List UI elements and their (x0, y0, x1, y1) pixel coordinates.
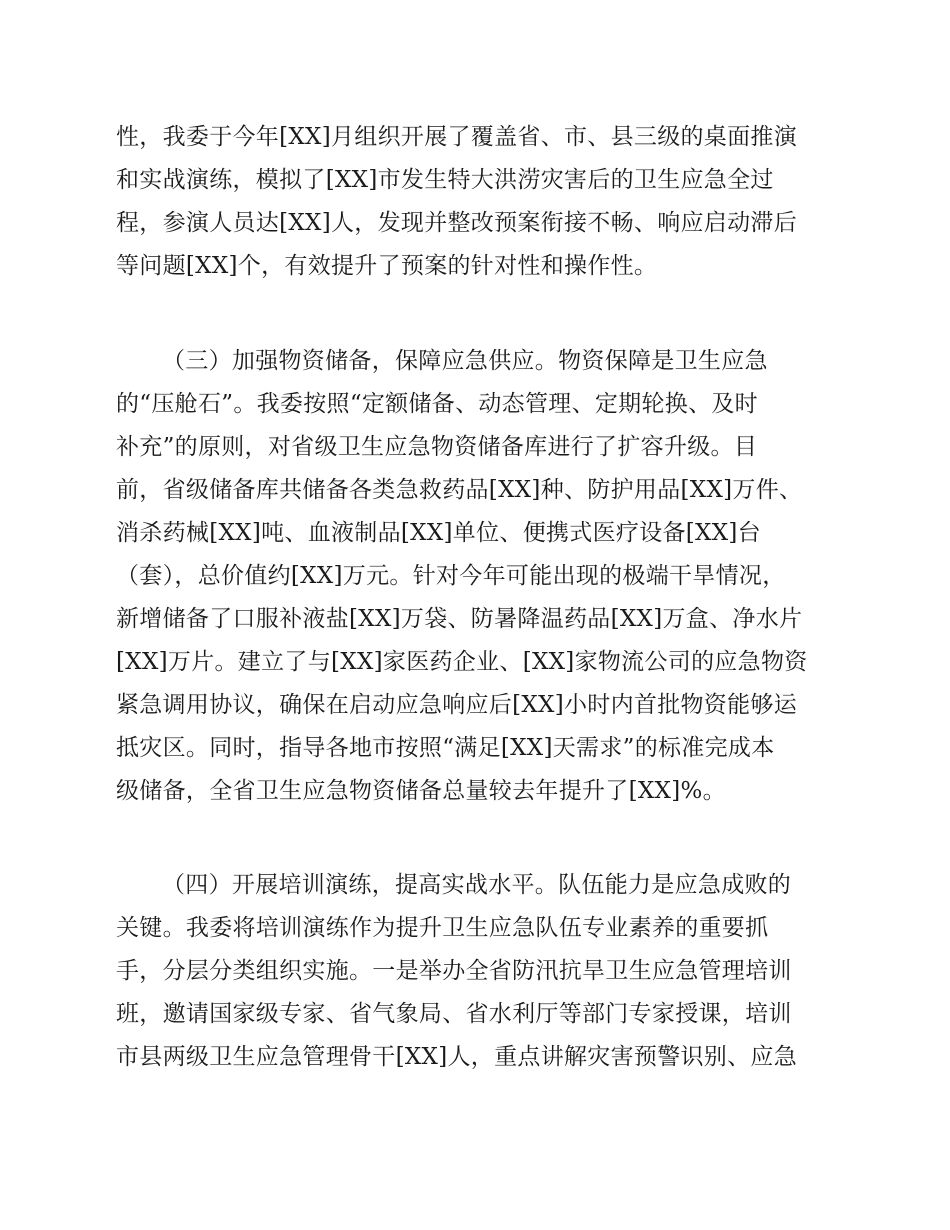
text-line: 级储备，全省卫生应急物资储备总量较去年提升了[XX]%。 (116, 778, 726, 804)
paragraph-exercise-continuation (116, 116, 836, 288)
paragraph-material-reserve (116, 340, 836, 813)
text-line: 补充”的原则，对省级卫生应急物资储备库进行了扩容升级。目 (116, 434, 758, 460)
text-line: 等问题[XX]个，有效提升了预案的针对性和操作性。 (116, 253, 658, 279)
text-line: 抵灾区。同时，指导各地市按照“满足[XX]天需求”的标准完成本 (116, 735, 775, 761)
text-line: 程，参演人员达[XX]人，发现并整改预案衔接不畅、响应启动滞后 (116, 210, 797, 236)
text-line: 手，分层分类组织实施。一是举办全省防汛抗旱卫生应急管理培训 (116, 958, 792, 984)
paragraph-training-drills (116, 864, 836, 1079)
text-line: 消杀药械[XX]吨、血液制品[XX]单位、便携式医疗设备[XX]台 (116, 520, 761, 546)
text-line: [XX]万片。建立了与[XX]家医药企业、[XX]家物流公司的应急物资 (116, 649, 808, 675)
text-line: （套），总价值约[XX]万元。针对今年可能出现的极端干旱情况， (116, 563, 786, 589)
text-line-heading: （三）加强物资储备，保障应急供应。物资保障是卫生应急 (162, 348, 768, 374)
text-line: 紧急调用协议，确保在启动应急响应后[XX]小时内首批物资能够运 (116, 692, 797, 718)
text-line: 的“压舱石”。我委按照“定额储备、动态管理、定期轮换、及时 (116, 391, 758, 417)
text-line: 班，邀请国家级专家、省气象局、省水利厅等部门专家授课，培训 (116, 1001, 792, 1027)
text-line: 和实战演练，模拟了[XX]市发生特大洪涝灾害后的卫生应急全过 (116, 167, 774, 193)
text-line: 前，省级储备库共储备各类急救药品[XX]种、防护用品[XX]万件、 (116, 477, 803, 503)
text-line: 市县两级卫生应急管理骨干[XX]人，重点讲解灾害预警识别、应急 (116, 1044, 797, 1070)
text-line: 性，我委于今年[XX]月组织开展了覆盖省、市、县三级的桌面推演 (116, 124, 797, 150)
text-line-heading: （四）开展培训演练，提高实战水平。队伍能力是应急成败的 (162, 872, 792, 898)
text-line: 关键。我委将培训演练作为提升卫生应急队伍专业素养的重要抓 (116, 915, 769, 941)
text-line: 新增储备了口服补液盐[XX]万袋、防暑降温药品[XX]万盒、净水片 (116, 606, 803, 632)
